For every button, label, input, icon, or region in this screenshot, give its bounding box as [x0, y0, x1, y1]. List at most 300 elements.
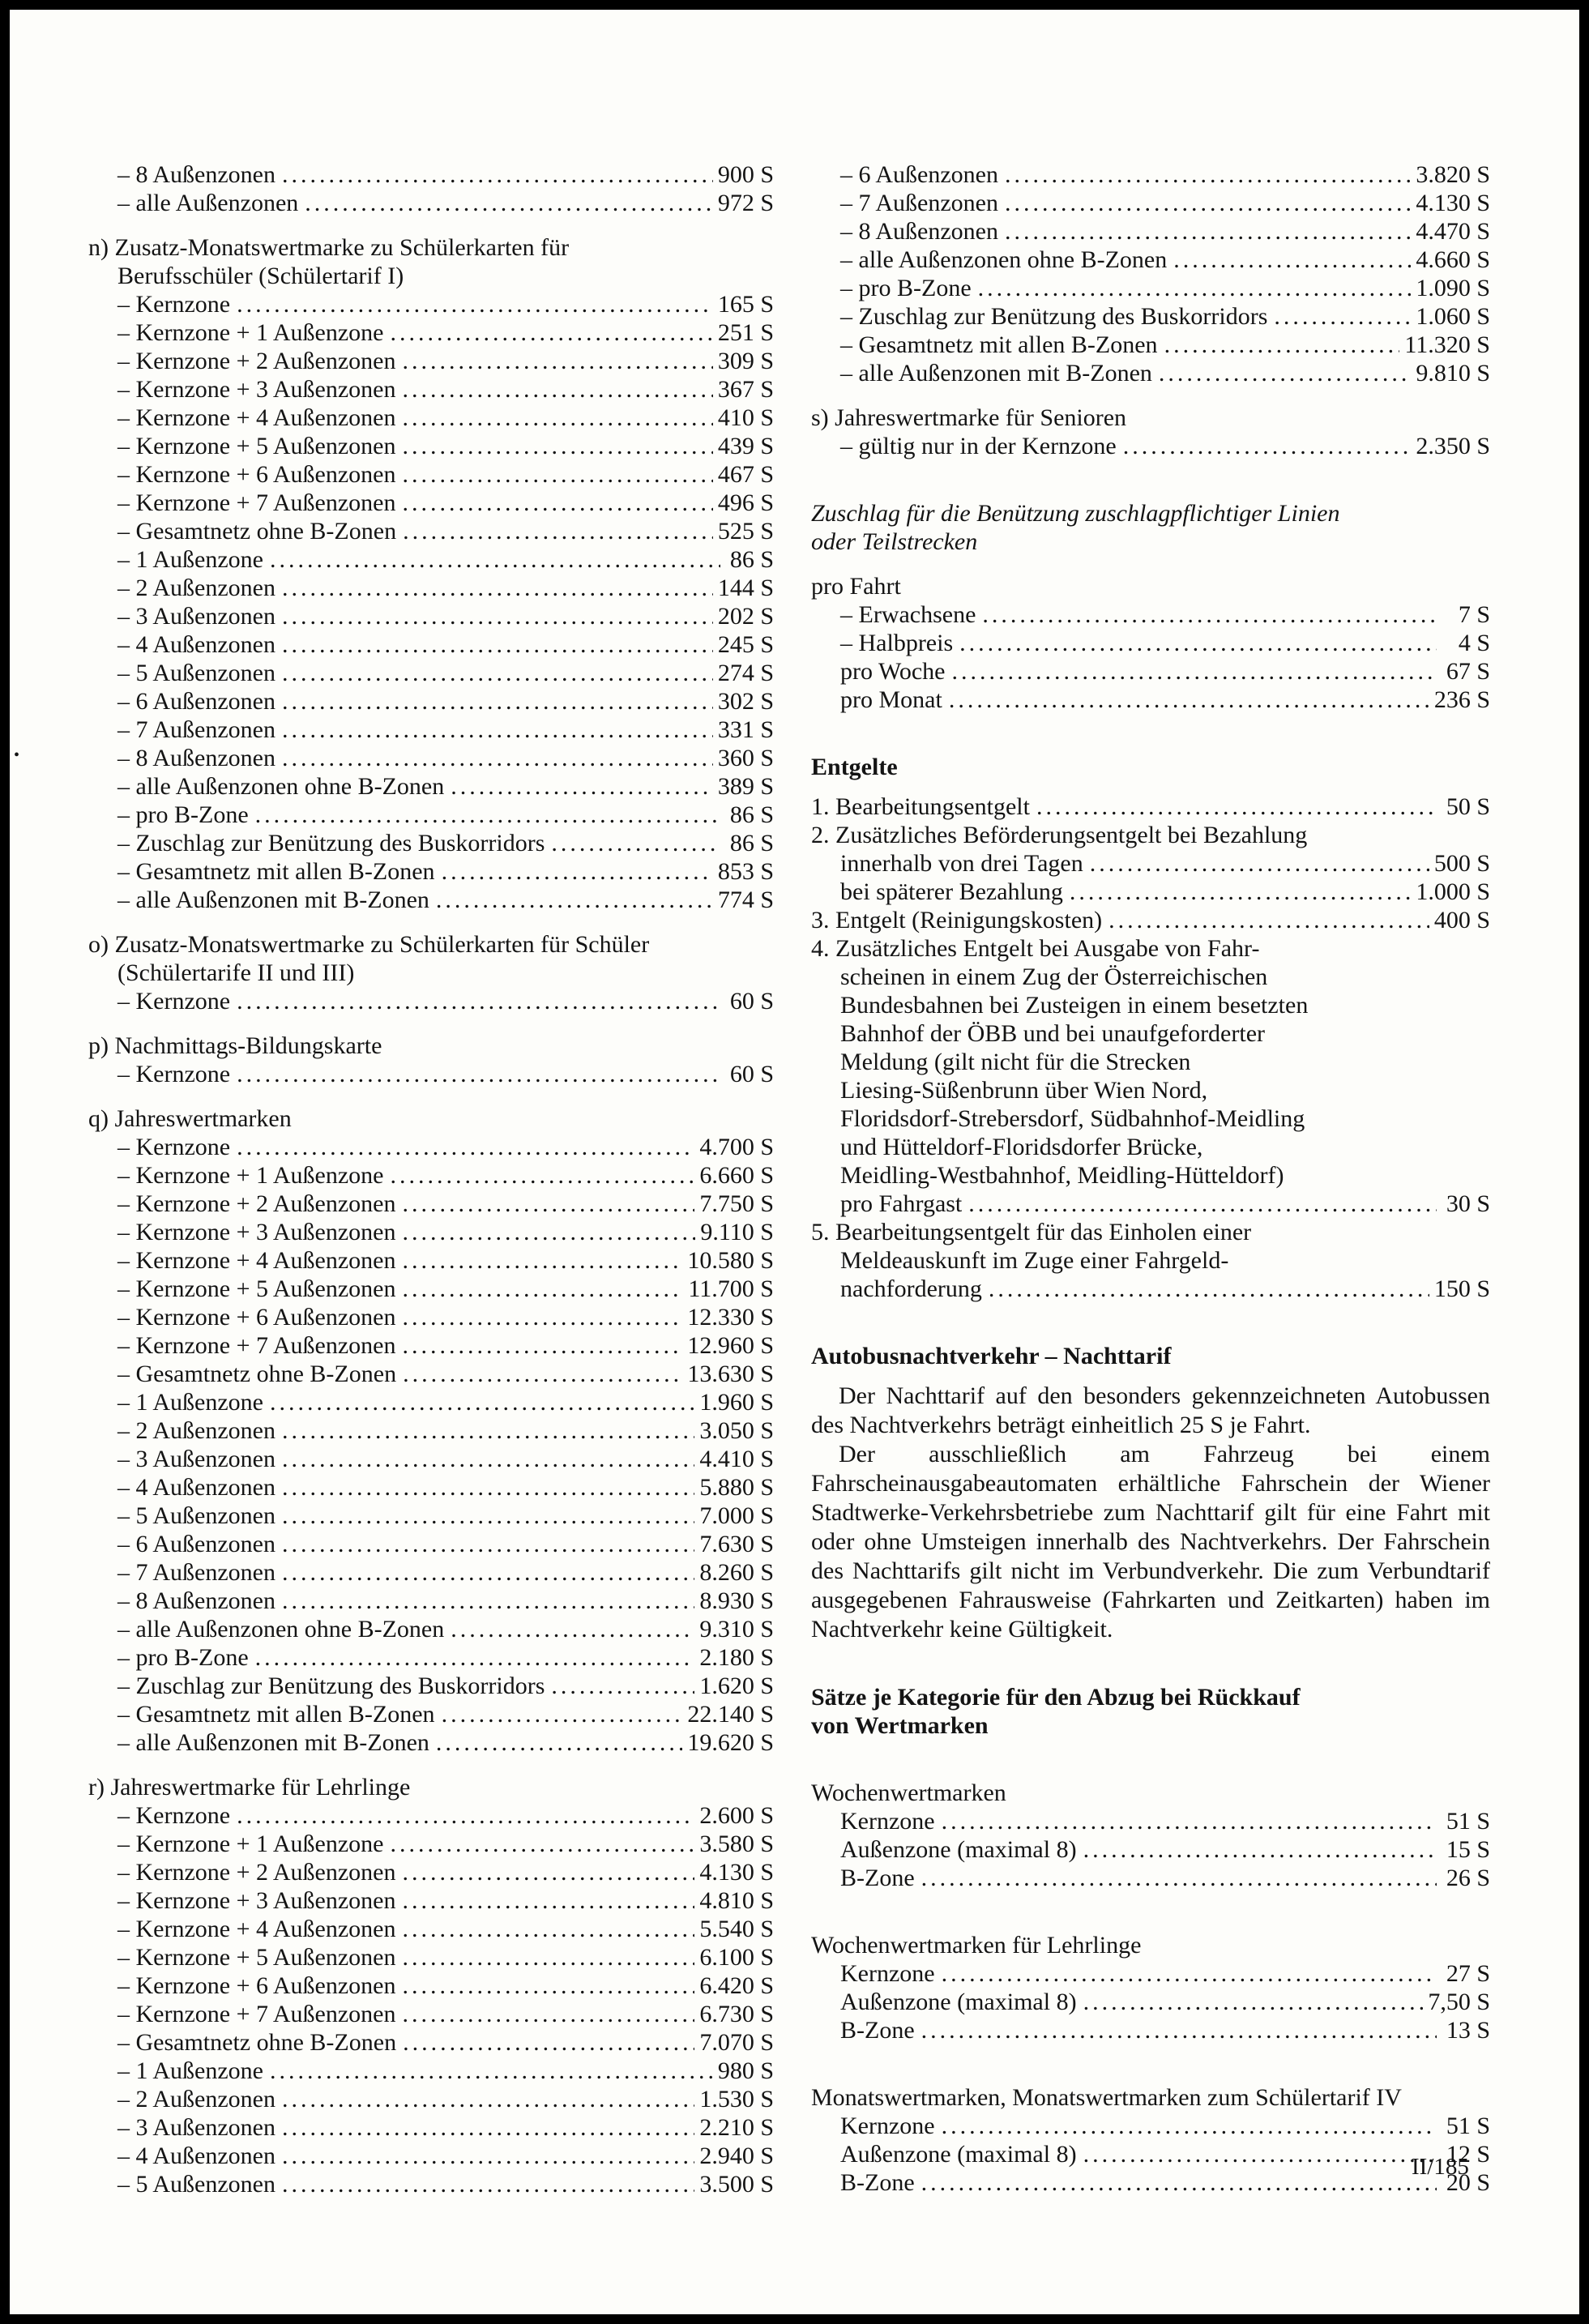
tariff-price: 60 S: [729, 1061, 774, 1087]
dot-leader: [402, 2000, 694, 2028]
tariff-price: 67 S: [1446, 658, 1490, 685]
tariff-row: [88, 160, 774, 189]
tariff-price: 6.100 S: [699, 1944, 774, 1971]
italic-heading: oder Teilstrecken: [811, 528, 978, 555]
tariff-label: – Kernzone: [117, 988, 231, 1015]
tariff-price: 500 S: [1433, 850, 1490, 877]
tariff-row: [88, 630, 774, 659]
dot-leader: [1005, 189, 1411, 217]
tariff-row: [811, 2016, 1490, 2044]
tariff-label: – Gesamtnetz ohne B-Zonen: [117, 518, 397, 545]
tariff-label: – 7 Außenzonen: [117, 716, 276, 743]
tariff-price: 467 S: [717, 461, 774, 488]
tariff-label: – Kernzone: [117, 1134, 231, 1160]
tariff-price: 367 S: [717, 376, 774, 403]
spacer: [811, 1370, 1490, 1382]
tariff-price: 13.630 S: [687, 1361, 774, 1387]
tariff-row: [88, 489, 774, 517]
tariff-label: – Kernzone + 1 Außenzone: [117, 319, 384, 346]
tariff-row: [88, 1558, 774, 1587]
section-heading-continued: Bundesbahnen bei Zusteigen in einem besetzten: [840, 992, 1309, 1019]
dot-leader: [282, 2142, 694, 2170]
tariff-label: – alle Außenzonen: [117, 190, 299, 216]
left-column: [88, 160, 774, 2198]
dot-leader: [952, 657, 1437, 686]
dot-leader: [402, 1275, 683, 1303]
dot-leader: [551, 829, 720, 857]
tariff-label: – gültig nur in der Kernzone: [840, 433, 1117, 459]
tariff-price: 202 S: [717, 603, 774, 630]
tariff-label: – Halbpreis: [840, 630, 954, 656]
section-heading: 4. Zusätzliches Entgelt bei Ausgabe von Fahr-: [811, 935, 1260, 962]
dot-leader: [282, 659, 713, 687]
tariff-label: – 8 Außenzonen: [840, 218, 998, 245]
tariff-label: – Kernzone + 6 Außenzonen: [117, 461, 396, 488]
body-paragraph: Der Nachttarif auf den besonders gekennzeichneten Autobussen des Nachtverkehrs beträgt einheitlich 25 S je Fahrt.: [811, 1382, 1490, 1438]
tariff-row: [88, 1161, 774, 1190]
dot-leader: [237, 1133, 694, 1161]
tariff-label: – Gesamtnetz mit allen B-Zonen: [117, 858, 435, 885]
tariff-price: 2.210 S: [699, 2114, 774, 2141]
tariff-label: – Gesamtnetz ohne B-Zonen: [117, 2029, 397, 2056]
tariff-price: 7.070 S: [699, 2029, 774, 2056]
section-heading-continued: scheinen in einem Zug der Österreichischen: [840, 963, 1268, 990]
tariff-price: 3.580 S: [699, 1831, 774, 1857]
tariff-price: 7.750 S: [699, 1190, 774, 1217]
tariff-label: – Kernzone: [117, 1802, 231, 1829]
section-heading: n) Zusatz-Monatswertmarke zu Schülerkarten für: [88, 234, 570, 261]
page-number: II/185: [1412, 2154, 1469, 2180]
tariff-label: – 7 Außenzonen: [840, 190, 998, 216]
tariff-price: 9.110 S: [700, 1219, 774, 1245]
tariff-price: 7 S: [1458, 601, 1490, 628]
section-heading: 2. Zusätzliches Beförderungsentgelt bei Bezahlung: [811, 822, 1308, 848]
tariff-row: [88, 290, 774, 318]
tariff-label: – Kernzone + 5 Außenzonen: [117, 433, 396, 459]
tariff-row: [88, 801, 774, 829]
dot-leader: [403, 517, 713, 545]
tariff-price: 51 S: [1446, 2113, 1490, 2139]
tariff-price: 1.960 S: [699, 1389, 774, 1416]
tariff-label: – 8 Außenzonen: [117, 161, 276, 188]
tariff-price: 50 S: [1446, 793, 1490, 820]
tariff-price: 439 S: [717, 433, 774, 459]
body-paragraph: Der ausschließlich am Fahrzeug bei einem Fahrscheinausgabeautomaten erhältliche Fahrschein der Wiener Stadtwerke-Verkehrsbetriebe zum Nachttarif gilt für eine Fahrt mit oder ohne Umsteigen innerhalb des Nachtverkehrs. Der Fahrschein des Nachttarifs gilt nicht im Verbundverkehr. Die zum Verbundtarif ausgegebenen Fahrausweise (Fahrkarten und Zeitkarten) haben im Nachtverkehr keine Gültigkeit.: [811, 1441, 1490, 1643]
tariff-row: [88, 574, 774, 602]
tariff-price: 12.330 S: [687, 1304, 774, 1331]
tariff-row: [811, 686, 1490, 714]
tariff-row: [811, 302, 1490, 331]
section-heading-continued: und Hütteldorf-Floridsdorfer Brücke,: [840, 1134, 1203, 1160]
dot-leader: [921, 2016, 1437, 2044]
tariff-row: [88, 1915, 774, 1943]
dot-leader: [1070, 878, 1411, 906]
tariff-price: 3.500 S: [699, 2171, 774, 2198]
dot-leader: [968, 1190, 1437, 1218]
dot-leader: [390, 318, 712, 347]
tariff-row: [88, 829, 774, 857]
dot-leader: [921, 2168, 1437, 2197]
tariff-label: – Kernzone + 5 Außenzonen: [117, 1275, 396, 1302]
tariff-label: Außenzone (maximal 8): [840, 2141, 1077, 2168]
section-heading: 5. Bearbeitungsentgelt für das Einholen einer: [811, 1219, 1252, 1245]
dot-leader: [402, 1972, 694, 2000]
tariff-row: [88, 1886, 774, 1915]
dot-leader: [1005, 217, 1411, 246]
tariff-label: Kernzone: [840, 1960, 935, 1987]
section-heading: Wochenwertmarken: [811, 1779, 1006, 1806]
dot-leader: [402, 1218, 695, 1246]
tariff-label: – 5 Außenzonen: [117, 2171, 276, 2198]
tariff-price: 1.620 S: [699, 1673, 774, 1699]
tariff-label: – Kernzone + 2 Außenzonen: [117, 1190, 396, 1217]
tariff-price: 496 S: [717, 489, 774, 516]
tariff-price: 7.000 S: [699, 1502, 774, 1529]
spacer: [811, 1303, 1490, 1342]
tariff-label: – Gesamtnetz ohne B-Zonen: [117, 1361, 397, 1387]
tariff-price: 1.060 S: [1416, 303, 1490, 330]
dot-leader: [402, 1303, 682, 1331]
dot-leader: [282, 1530, 694, 1558]
tariff-price: 2.350 S: [1416, 433, 1490, 459]
section-heading-continued: Bahnhof der ÖBB und bei unaufgeforderter: [840, 1020, 1266, 1047]
section-heading-continued: Berufsschüler (Schülertarif I): [117, 263, 404, 289]
dot-leader: [942, 1807, 1437, 1835]
dot-leader: [1123, 432, 1412, 460]
tariff-row: [811, 359, 1490, 387]
tariff-label: – pro B-Zone: [840, 275, 972, 301]
tariff-row: [88, 1060, 774, 1088]
dot-leader: [1005, 160, 1411, 189]
spacer: [811, 556, 1490, 572]
dot-leader: [1173, 246, 1411, 274]
tariff-label: – 4 Außenzonen: [117, 631, 276, 658]
section-heading-continued: Meidling-Westbahnhof, Meidling-Hütteldorf): [840, 1162, 1284, 1189]
dot-leader: [282, 1587, 694, 1615]
tariff-price: 4.810 S: [699, 1887, 774, 1914]
dot-leader: [402, 489, 712, 517]
tariff-row: [88, 1473, 774, 1502]
tariff-row: [811, 432, 1490, 460]
tariff-price: 2.600 S: [699, 1802, 774, 1829]
tariff-label: Kernzone: [840, 1808, 935, 1835]
section-heading: q) Jahreswertmarken: [88, 1105, 292, 1132]
tariff-row: [88, 375, 774, 404]
section-heading: Wochenwertmarken für Lehrlinge: [811, 1932, 1142, 1959]
tariff-row: [88, 1502, 774, 1530]
tariff-row: [811, 1959, 1490, 1988]
tariff-row: [88, 347, 774, 375]
tariff-price: 4.130 S: [699, 1859, 774, 1886]
tariff-row: [88, 189, 774, 217]
tariff-label: 3. Entgelt (Reinigungskosten): [811, 907, 1103, 933]
tariff-label: – Kernzone + 7 Außenzonen: [117, 1332, 396, 1359]
tariff-price: 360 S: [717, 745, 774, 771]
section-heading: pro Fahrt: [811, 573, 901, 600]
tariff-label: nachforderung: [840, 1275, 982, 1302]
dot-leader: [270, 545, 720, 574]
tariff-row: [88, 2000, 774, 2028]
tariff-label: – Zuschlag zur Benützung des Buskorridors: [117, 1673, 545, 1699]
dot-leader: [282, 630, 713, 659]
dot-leader: [403, 2028, 694, 2057]
tariff-label: – Gesamtnetz mit allen B-Zonen: [840, 331, 1158, 358]
tariff-label: – Kernzone + 6 Außenzonen: [117, 1304, 396, 1331]
dot-leader: [403, 1360, 682, 1388]
tariff-row: [88, 886, 774, 914]
tariff-price: 11.320 S: [1404, 331, 1490, 358]
tariff-row: [88, 1728, 774, 1757]
tariff-row: [811, 189, 1490, 217]
tariff-price: 8.260 S: [699, 1559, 774, 1586]
tariff-row: [88, 1360, 774, 1388]
spacer: [88, 217, 774, 233]
tariff-price: 400 S: [1433, 907, 1490, 933]
dot-leader: [282, 160, 713, 189]
tariff-row: [88, 2057, 774, 2085]
dot-leader: [402, 1331, 682, 1360]
dot-leader: [402, 1246, 682, 1275]
dot-leader: [1274, 302, 1411, 331]
tariff-row: [88, 432, 774, 460]
tariff-label: – 3 Außenzonen: [117, 603, 276, 630]
dot-leader: [1083, 2140, 1437, 2168]
tariff-row: [88, 772, 774, 801]
tariff-price: 22.140 S: [687, 1701, 774, 1728]
tariff-label: – Kernzone + 3 Außenzonen: [117, 1887, 396, 1914]
dot-leader: [982, 600, 1437, 629]
tariff-label: – 2 Außenzonen: [117, 1417, 276, 1444]
tariff-row: [88, 716, 774, 744]
section-heading: r) Jahreswertmarke für Lehrlinge: [88, 1774, 411, 1801]
tariff-label: – Kernzone + 4 Außenzonen: [117, 1916, 396, 1942]
tariff-row: [88, 2113, 774, 2142]
spacer: [811, 1892, 1490, 1931]
tariff-price: 26 S: [1446, 1865, 1490, 1891]
tariff-price: 245 S: [717, 631, 774, 658]
tariff-price: 309 S: [717, 348, 774, 374]
tariff-label: B-Zone: [840, 2169, 915, 2196]
section-heading: Monatswertmarken, Monatswertmarken zum Schülertarif IV: [811, 2084, 1402, 2111]
dot-leader: [1036, 792, 1437, 821]
spacer: [811, 1740, 1490, 1779]
tariff-label: – alle Außenzonen ohne B-Zonen: [117, 1616, 445, 1643]
tariff-label: – 5 Außenzonen: [117, 660, 276, 686]
tariff-label: Außenzone (maximal 8): [840, 1989, 1077, 2015]
tariff-price: 7.630 S: [699, 1531, 774, 1557]
tariff-label: – Kernzone + 3 Außenzonen: [117, 376, 396, 403]
dot-leader: [978, 274, 1412, 302]
tariff-price: 12 S: [1446, 2141, 1490, 2168]
spacer: [811, 714, 1490, 753]
tariff-price: 2.940 S: [699, 2142, 774, 2169]
spacer: [88, 1088, 774, 1104]
dot-leader: [442, 857, 713, 886]
spacer: [811, 387, 1490, 404]
tariff-label: – 2 Außenzonen: [117, 2086, 276, 2113]
tariff-row: [88, 857, 774, 886]
dot-leader: [451, 772, 713, 801]
tariff-label: – Kernzone + 2 Außenzonen: [117, 348, 396, 374]
dot-leader: [1164, 331, 1400, 359]
right-column: [811, 160, 1490, 2197]
tariff-price: 236 S: [1433, 686, 1490, 713]
tariff-label: B-Zone: [840, 2017, 915, 2044]
dot-leader: [402, 404, 712, 432]
tariff-row: [88, 1416, 774, 1445]
tariff-label: Außenzone (maximal 8): [840, 1836, 1077, 1863]
tariff-label: – Zuschlag zur Benützung des Buskorridors: [840, 303, 1268, 330]
dot-leader: [390, 1161, 694, 1190]
dot-leader: [305, 189, 713, 217]
dot-leader: [282, 1416, 694, 1445]
tariff-price: 27 S: [1446, 1960, 1490, 1987]
section-heading: p) Nachmittags-Bildungskarte: [88, 1032, 382, 1059]
section-heading: s) Jahreswertmarke für Senioren: [811, 404, 1127, 431]
tariff-row: [88, 1587, 774, 1615]
dot-leader: [282, 2113, 694, 2142]
tariff-label: – Kernzone: [117, 1061, 231, 1087]
tariff-label: – Kernzone: [117, 291, 231, 318]
dot-leader: [270, 2057, 713, 2085]
tariff-price: 30 S: [1446, 1190, 1490, 1217]
tariff-price: 4.130 S: [1416, 190, 1490, 216]
tariff-row: [88, 2170, 774, 2198]
tariff-price: 2.180 S: [699, 1644, 774, 1671]
tariff-row: [811, 160, 1490, 189]
tariff-row: [811, 629, 1490, 657]
tariff-label: Kernzone: [840, 2113, 935, 2139]
tariff-label: – 6 Außenzonen: [840, 161, 998, 188]
dot-leader: [402, 347, 712, 375]
tariff-row: [88, 460, 774, 489]
tariff-label: – Kernzone + 6 Außenzonen: [117, 1972, 396, 1999]
tariff-row: [88, 1643, 774, 1672]
tariff-price: 150 S: [1433, 1275, 1490, 1302]
tariff-label: – Kernzone + 5 Außenzonen: [117, 1944, 396, 1971]
dot-leader: [402, 460, 712, 489]
tariff-label: – Kernzone + 2 Außenzonen: [117, 1859, 396, 1886]
dot-leader: [942, 2112, 1437, 2140]
dot-leader: [282, 1445, 694, 1473]
dot-leader: [402, 375, 712, 404]
tariff-row: [811, 657, 1490, 686]
tariff-row: [811, 2140, 1490, 2168]
dot-leader: [282, 744, 713, 772]
tariff-label: – 8 Außenzonen: [117, 745, 276, 771]
tariff-row: [811, 246, 1490, 274]
tariff-price: 900 S: [717, 161, 774, 188]
dot-leader: [282, 716, 713, 744]
tariff-label: B-Zone: [840, 1865, 915, 1891]
tariff-row: [811, 2168, 1490, 2197]
dot-leader: [551, 1672, 694, 1700]
tariff-label: – 4 Außenzonen: [117, 1474, 276, 1501]
margin-mark: •: [14, 746, 20, 764]
tariff-row: [88, 404, 774, 432]
tariff-row: [88, 1672, 774, 1700]
tariff-row: [811, 1835, 1490, 1864]
dot-leader: [282, 2170, 694, 2198]
tariff-row: [88, 987, 774, 1015]
tariff-price: 1.090 S: [1416, 275, 1490, 301]
dot-leader: [237, 290, 713, 318]
dot-leader: [959, 629, 1437, 657]
tariff-label: – 4 Außenzonen: [117, 2142, 276, 2169]
dot-leader: [390, 1830, 694, 1858]
spacer: [88, 914, 774, 930]
tariff-price: 3.050 S: [699, 1417, 774, 1444]
tariff-price: 10.580 S: [687, 1247, 774, 1274]
dot-leader: [436, 1728, 682, 1757]
tariff-price: 389 S: [717, 773, 774, 800]
tariff-label: – pro B-Zone: [117, 801, 249, 828]
tariff-price: 302 S: [717, 688, 774, 715]
tariff-label: – Kernzone + 4 Außenzonen: [117, 1247, 396, 1274]
tariff-price: 15 S: [1446, 1836, 1490, 1863]
tariff-label: – 3 Außenzonen: [117, 2114, 276, 2141]
tariff-price: 274 S: [717, 660, 774, 686]
tariff-price: 4.660 S: [1416, 246, 1490, 273]
dot-leader: [402, 1858, 694, 1886]
tariff-row: [88, 1303, 774, 1331]
tariff-label: – alle Außenzonen mit B-Zonen: [117, 1729, 429, 1756]
tariff-label: – 1 Außenzone: [117, 1389, 263, 1416]
tariff-label: – 1 Außenzone: [117, 546, 263, 573]
tariff-price: 9.810 S: [1416, 360, 1490, 387]
bold-heading: Autobusnachtverkehr – Nachttarif: [811, 1343, 1172, 1369]
tariff-row: [88, 2142, 774, 2170]
tariff-label: – Kernzone + 1 Außenzone: [117, 1162, 384, 1189]
tariff-row: [88, 1246, 774, 1275]
tariff-row: [88, 602, 774, 630]
spacer: [811, 1644, 1490, 1683]
tariff-label: – Gesamtnetz mit allen B-Zonen: [117, 1701, 435, 1728]
tariff-label: innerhalb von drei Tagen: [840, 850, 1083, 877]
tariff-label: – pro B-Zone: [117, 1644, 249, 1671]
tariff-row: [88, 687, 774, 716]
tariff-label: – Kernzone + 4 Außenzonen: [117, 404, 396, 431]
section-heading-continued: Meldeauskunft im Zuge einer Fahrgeld-: [840, 1247, 1229, 1274]
tariff-row: [811, 1190, 1490, 1218]
tariff-row: [88, 1830, 774, 1858]
dot-leader: [237, 987, 720, 1015]
dot-leader: [402, 1943, 694, 1972]
tariff-price: 7,50 S: [1428, 1989, 1490, 2015]
tariff-price: 251 S: [717, 319, 774, 346]
tariff-label: – Kernzone + 7 Außenzonen: [117, 2001, 396, 2027]
tariff-price: 11.700 S: [688, 1275, 774, 1302]
tariff-row: [811, 331, 1490, 359]
tariff-row: [811, 600, 1490, 629]
tariff-row: [811, 792, 1490, 821]
dot-leader: [237, 1801, 694, 1830]
tariff-price: 5.880 S: [699, 1474, 774, 1501]
tariff-row: [88, 1275, 774, 1303]
tariff-price: 4 S: [1458, 630, 1490, 656]
tariff-label: – alle Außenzonen ohne B-Zonen: [117, 773, 445, 800]
tariff-price: 4.470 S: [1416, 218, 1490, 245]
dot-leader: [270, 1388, 694, 1416]
spacer: [811, 2044, 1490, 2083]
tariff-price: 12.960 S: [687, 1332, 774, 1359]
tariff-label: – alle Außenzonen mit B-Zonen: [117, 886, 429, 913]
tariff-price: 331 S: [717, 716, 774, 743]
dot-leader: [921, 1864, 1437, 1892]
tariff-row: [811, 906, 1490, 934]
spacer: [88, 1757, 774, 1773]
tariff-label: – Zuschlag zur Benützung des Buskorridors: [117, 830, 545, 857]
